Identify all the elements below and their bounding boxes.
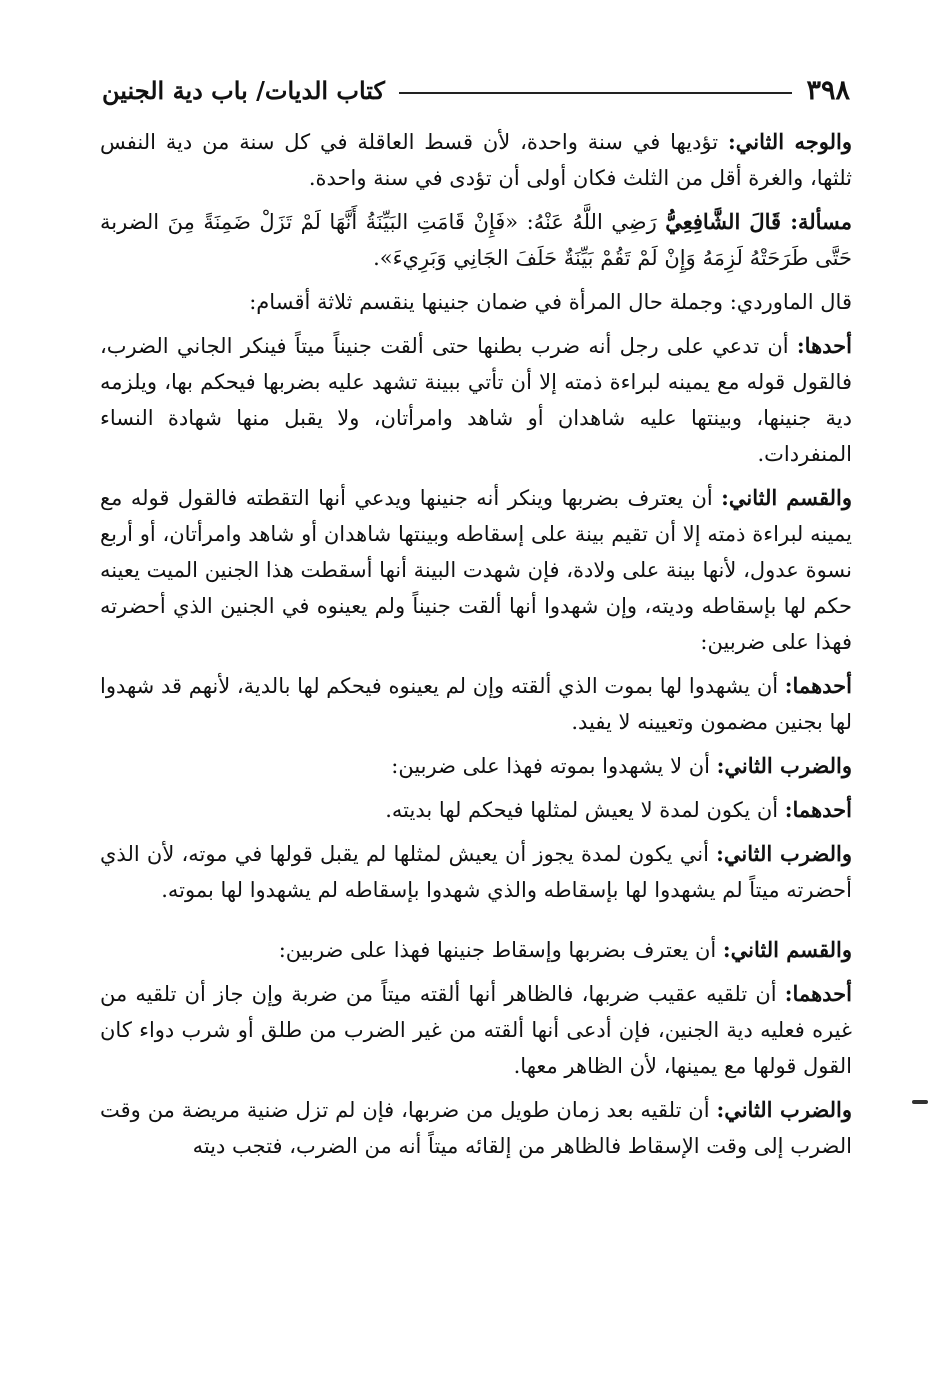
paragraph	[100, 328, 852, 472]
page-header	[102, 70, 850, 110]
paragraph	[100, 1092, 852, 1164]
paragraph	[100, 748, 852, 784]
paragraph-text: أن يشهدوا لها بموت الذي ألقته وإن لم يعينوه فيحكم لها بالدية، لأنهم قد شهدوا لها بجنين مضمون وتعيينه لا يفيد.	[100, 674, 852, 734]
paragraph-lead: والضرب الثاني:	[716, 1097, 852, 1122]
paragraph-text: أن لا يشهدوا بموته فهذا على ضربين:	[391, 754, 717, 778]
paragraph-text: أني يكون لمدة يجوز أن يعيش لمثلها لم يقبل قولها في موته، لأن الذي أحضرته ميتاً لم يشهدوا لها بإسقاطه والذي شهدوا بإسقاطه لم يشهدوا لها بموته.	[100, 842, 852, 902]
paragraph-text: قال الماوردي: وجملة حال المرأة في ضمان جنينها ينقسم ثلاثة أقسام:	[249, 290, 852, 314]
paragraph-lead: أحدها:	[796, 333, 852, 358]
paragraph-lead: والضرب الثاني:	[716, 753, 852, 778]
paragraph-lead: والقسم الثاني:	[722, 937, 852, 962]
paragraph	[100, 976, 852, 1084]
paragraph	[100, 668, 852, 740]
paragraph-text: رَضِي اللَّهُ عَنْهُ: «فَإِنْ قَامَتِ البَيِّنَةُ أَنَّهَا لَمْ تَزَلْ ضَمِنَةً مِنَ الضربة حَتَّى طَرَحَتْهُ لَزِمَهُ وَإِنْ لَمْ تَقُمْ بَيِّنَةٌ حَلَفَ الجَانِي وَبَرِيءَ».	[100, 210, 852, 270]
header-rule	[399, 92, 793, 94]
paragraph-lead: والوجه الثاني:	[727, 129, 852, 154]
running-title: كتاب الديات/ باب دية الجنين	[102, 75, 385, 105]
paragraph-text: أن يعترف بضربها وإسقاط جنينها فهذا على ضربين:	[278, 938, 723, 962]
paragraph-text: تؤديها في سنة واحدة، لأن قسط العاقلة في كل سنة من دية النفس ثلثها، والغرة أقل من الثلث فكان أولى أن تؤدى في سنة واحدة.	[100, 130, 852, 190]
body-text	[100, 124, 852, 1172]
paragraph-lead: أحدهما:	[784, 797, 852, 822]
page-number: ٣٩٨	[806, 74, 850, 106]
paragraph	[100, 204, 852, 276]
paragraph-lead: مسألة: قَالَ الشَّافِعِيُّ	[665, 209, 852, 234]
paragraph-text: أن تلقيه بعد زمان طويل من ضربها، فإن لم تزل ضنية مريضة من وقت الضرب إلى وقت الإسقاط فالظاهر من إلقائه ميتاً أنه من الضرب، فتجب ديته	[100, 1098, 852, 1158]
paragraph-lead: أحدهما:	[784, 673, 852, 698]
paragraph	[100, 792, 852, 828]
paragraph	[100, 932, 852, 968]
paragraph-lead: أحدهما:	[784, 981, 852, 1006]
paragraph-text: أن تلقيه عقيب ضربها، فالظاهر أنها ألقته ميتاً من ضربة وإن جاز أن تلقيه من غيره فعليه دية الجنين، فإن أدعى أنها ألقته من غير الضرب من طلق أو شرب دواء كان القول قولها مع يمينها، لأن الظاهر معها.	[100, 982, 852, 1078]
paragraph-text: أن يعترف بضربها وينكر أنه جنينها ويدعي أنها التقطته فالقول قوله مع يمينه لبراءة ذمته إلا أن تقيم بينة على إسقاطه وبينتها شاهدان أو شاهد وامرأتان، أو أربع نسوة عدول، لأنها بينة على ولادة، فإن شهدت البينة أنها أسقطت هذا الجنين الميت يعينه حكم لها بإسقاطه وديته، وإن شهدوا أنها ألقت جنيناً ولم يعينوه في الجنين الذي أحضرته فهذا على ضربين:	[100, 486, 852, 654]
margin-mark	[912, 1100, 928, 1104]
paragraph-lead: والقسم الثاني:	[721, 485, 852, 510]
paragraph-text: أن تدعي على رجل أنه ضرب بطنها حتى ألقت جنيناً ميتاً فينكر الجاني الضرب، فالقول قوله مع يمينه لبراءة ذمته إلا أن تأتي ببينة تشهد عليه بضربها فيحكم بها، ويلزمه دية جنينها، وبينتها عليه شاهدان أو شاهد وامرأتان، ولا يقبل منها شهادة النساء المنفردات.	[100, 334, 852, 466]
paragraph	[100, 124, 852, 196]
paragraph	[100, 480, 852, 660]
paragraph	[100, 284, 852, 320]
paragraph-lead: والضرب الثاني:	[716, 841, 852, 866]
paragraph	[100, 836, 852, 908]
paragraph-text: أن يكون لمدة لا يعيش لمثلها فيحكم لها بديته.	[385, 798, 785, 822]
